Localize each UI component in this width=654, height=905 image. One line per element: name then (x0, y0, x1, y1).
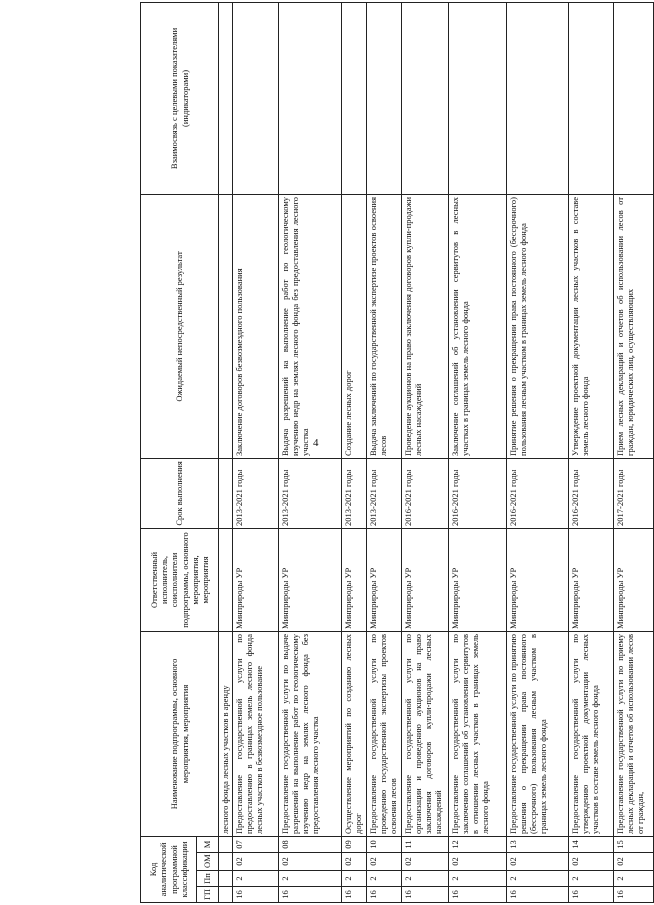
cell-pp: 2 (402, 871, 449, 887)
cell-term: 2016-2021 годы (507, 458, 569, 528)
cell-executor: Минприроды УР (233, 528, 279, 631)
table-row (449, 2, 507, 902)
rotated-table-wrapper (140, 3, 646, 903)
cell-om: 02 (233, 853, 279, 871)
cell-m: 15 (614, 836, 654, 852)
header-gp: ГП (197, 887, 219, 903)
cell-m: 10 (367, 836, 402, 852)
cell-om: 02 (402, 853, 449, 871)
continuation-text: лесного фонда лесных участков в аренду (219, 631, 233, 836)
cell-link (402, 2, 449, 194)
cell-executor: Минприроды УР (279, 528, 342, 631)
cell-result: Принятие решения о прекращении права постоянного (бессрочного) пользования лесным участком в границах земель лесного фонда (507, 194, 569, 458)
cell-link (367, 2, 402, 194)
cell-executor: Минприроды УР (507, 528, 569, 631)
cell-name: Предоставление государственной услуги по принятию решения о прекращении права постоянного (бессрочного) пользования лесным участком в границах земель лесного фонда (507, 631, 569, 836)
header-name: Наименование подпрограммы, основного мероприятия, мероприятия (141, 631, 219, 836)
cell-name: Предоставление государственной услуги по предоставлению в границах земель лесного фонда лесных участков в безвозмездное пользование (233, 631, 279, 836)
program-table (140, 2, 654, 903)
cell-executor: Минприроды УР (449, 528, 507, 631)
cell-om: 02 (449, 853, 507, 871)
cell-m: 11 (402, 836, 449, 852)
cell-m: 07 (233, 836, 279, 852)
cell-gp: 16 (449, 887, 507, 903)
cell-term: 2013-2021 годы (367, 458, 402, 528)
table-row (279, 2, 342, 902)
header-om: ОМ (197, 853, 219, 871)
cell-m: 13 (507, 836, 569, 852)
cell-gp: 16 (614, 887, 654, 903)
cell-executor: Минприроды УР (614, 528, 654, 631)
cell-name: Предоставление государственной услуги по утверждению проектной документации лесных участков в составе земель лесного фонда (569, 631, 614, 836)
cell-gp: 16 (569, 887, 614, 903)
cell-name: Предоставление государственной услуги по выдаче разрешений на выполнение работ по геологическому изучению недр на землях лесного фонда без предоставления лесного участка (279, 631, 342, 836)
header-term: Срок выполнения (141, 458, 219, 528)
cell-result: Выдача заключений по государственной экспертизе проектов освоения лесов (367, 194, 402, 458)
cell-pp: 2 (367, 871, 402, 887)
cell-link (614, 2, 654, 194)
table-row (342, 2, 367, 902)
cell-om: 02 (342, 853, 367, 871)
cell-om: 02 (367, 853, 402, 871)
cell-gp: 16 (233, 887, 279, 903)
cell-pp: 2 (614, 871, 654, 887)
cell-om: 02 (569, 853, 614, 871)
header-code-group: Код аналитической программной классификации (141, 836, 197, 902)
cell-result: Заключение соглашений об установлении сервитутов в лесных участках в границах земель лесного фонда (449, 194, 507, 458)
cell-term: 2016-2021 годы (402, 458, 449, 528)
cell-m: 12 (449, 836, 507, 852)
cell-gp: 16 (507, 887, 569, 903)
cell-term: 2013-2021 годы (279, 458, 342, 528)
cell-name: Предоставление государственной услуги по приему лесных деклараций и отчетов об использовании лесов от граждан, (614, 631, 654, 836)
cell-term: 2016-2021 годы (449, 458, 507, 528)
cell-term: 2017-2021 годы (614, 458, 654, 528)
cell-link (449, 2, 507, 194)
cell-executor: Минприроды УР (342, 528, 367, 631)
page-number: 4 (313, 437, 319, 449)
cell-executor: Минприроды УР (367, 528, 402, 631)
cell-result: Проведение аукционов на право заключения договоров купли-продажи лесных насаждений (402, 194, 449, 458)
cell-link (569, 2, 614, 194)
cell-gp: 16 (342, 887, 367, 903)
cell-name: Предоставление государственной услуги по проведению государственной экспертизы проектов освоения лесов (367, 631, 402, 836)
cell-result: Заключение договоров безвозмездного пользования (233, 194, 279, 458)
cell-gp: 16 (279, 887, 342, 903)
cell-name: Осуществление мероприятий по созданию лесных дорог (342, 631, 367, 836)
table-row (233, 2, 279, 902)
cell-link (279, 2, 342, 194)
cell-term: 2013-2021 годы (233, 458, 279, 528)
cell-gp: 16 (367, 887, 402, 903)
cell-executor: Минприроды УР (402, 528, 449, 631)
table-row (569, 2, 614, 902)
table-row (614, 2, 654, 902)
cell-result: Создание лесных дорог (342, 194, 367, 458)
cell-name: Предоставление государственной услуги по заключению соглашений об установлении сервитутов в отношении лесных участков в границах земель лесного фонда (449, 631, 507, 836)
table-row (367, 2, 402, 902)
cell-om: 02 (614, 853, 654, 871)
cell-om: 02 (507, 853, 569, 871)
cell-term: 2013-2021 годы (342, 458, 367, 528)
cell-result: Выдача разрешений на выполнение работ по геологическому изучению недр на землях лесного фонда без предоставления лесного участка (279, 194, 342, 458)
cell-om: 02 (279, 853, 342, 871)
cell-pp: 2 (342, 871, 367, 887)
header-executor: Ответственный исполнитель, соисполнители подпрограммы, основного мероприятия, мероприятия (141, 528, 219, 631)
cell-pp: 2 (507, 871, 569, 887)
cell-m: 14 (569, 836, 614, 852)
cell-link (342, 2, 367, 194)
cell-name: Предоставление государственной услуги по организации и проведению аукционов на право заключения договоров купли-продажи лесных насаждений (402, 631, 449, 836)
cell-pp: 2 (233, 871, 279, 887)
header-m: М (197, 836, 219, 852)
cell-term: 2016-2021 годы (569, 458, 614, 528)
table-row (507, 2, 569, 902)
cell-gp: 16 (402, 887, 449, 903)
header-pp: Пп (197, 871, 219, 887)
cell-executor: Минприроды УР (569, 528, 614, 631)
cell-pp: 2 (279, 871, 342, 887)
continuation-row (219, 2, 233, 902)
cell-pp: 2 (449, 871, 507, 887)
header-result: Ожидаемый непосредственный результат (141, 194, 219, 458)
cell-pp: 2 (569, 871, 614, 887)
cell-result: Утверждение проектной документации лесных участков в составе земель лесного фонда (569, 194, 614, 458)
cell-m: 08 (279, 836, 342, 852)
cell-link (507, 2, 569, 194)
cell-m: 09 (342, 836, 367, 852)
header-link: Взаимосвязь с целевыми показателями (индикаторами) (141, 2, 219, 194)
cell-link (233, 2, 279, 194)
cell-result: Прием лесных деклараций и отчетов об использовании лесов от граждан, юридических лиц, осуществляющих (614, 194, 654, 458)
table-row (402, 2, 449, 902)
